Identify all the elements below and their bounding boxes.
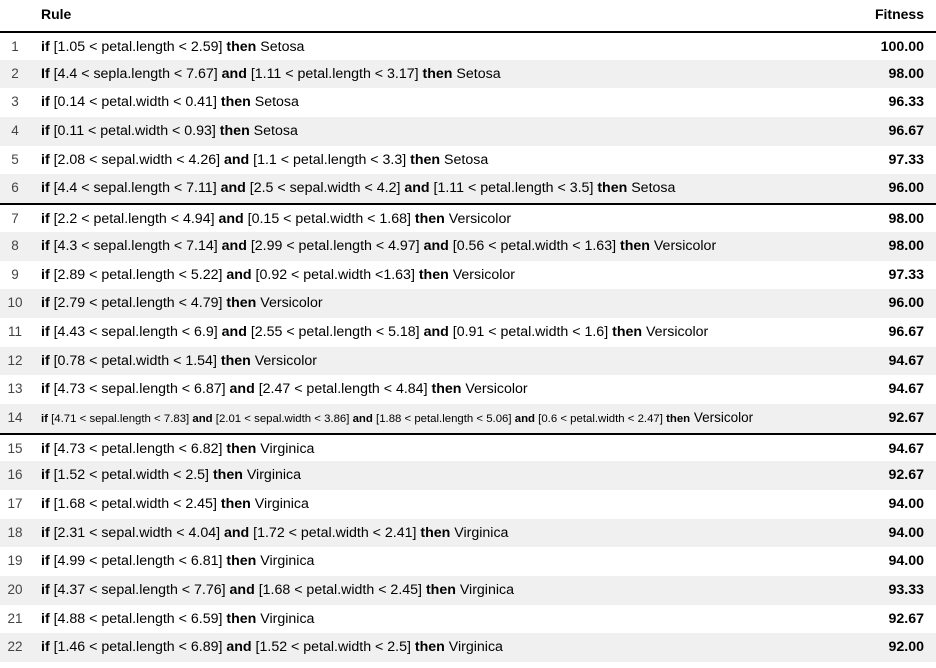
row-number: 5 — [11, 151, 19, 167]
table-row — [0, 174, 936, 203]
fitness-value: 94.00 — [888, 496, 924, 512]
rule-keyword: then — [220, 94, 251, 111]
fitness-value: 94.67 — [888, 381, 924, 398]
table-row — [0, 232, 936, 261]
rule-keyword: if — [41, 381, 50, 398]
rule-condition: Versicolor — [444, 211, 512, 228]
row-number: 13 — [7, 381, 23, 397]
rule-condition: [0.91 < petal.width < 1.6] — [448, 323, 613, 340]
row-number: 3 — [11, 94, 19, 110]
rule-condition: [0.92 < petal.width <1.63] — [251, 266, 419, 283]
rule-condition: Virginica — [250, 496, 309, 512]
rule-keyword: if — [41, 610, 50, 627]
rule-keyword: then — [220, 352, 251, 369]
row-number: 4 — [11, 123, 19, 139]
rule-condition: [2.99 < petal.length < 4.97] — [246, 237, 424, 254]
table-row — [0, 146, 936, 175]
rule-keyword: and — [226, 639, 252, 656]
row-number: 9 — [11, 266, 19, 282]
rule-condition: [4.3 < sepal.length < 7.14] — [49, 237, 222, 254]
fitness-value: 97.33 — [888, 151, 924, 168]
rule-text — [41, 519, 508, 548]
rule-keyword: and — [229, 381, 255, 398]
rule-text — [41, 232, 716, 261]
rule-keyword: if — [41, 440, 50, 457]
rule-condition: [1.68 < petal.width < 2.45] — [49, 496, 221, 512]
rule-condition: [0.15 < petal.width < 1.68] — [243, 211, 415, 228]
rule-keyword: then — [414, 211, 445, 228]
fitness-value: 96.33 — [888, 94, 924, 111]
rule-keyword: If — [41, 65, 50, 82]
rule-keyword: if — [41, 582, 50, 599]
table-row — [0, 261, 936, 290]
row-number: 17 — [7, 496, 23, 511]
fitness-column-header: Fitness — [874, 6, 924, 22]
rule-condition: [1.1 < petal.length < 3.3] — [249, 151, 411, 168]
row-number: 18 — [7, 524, 23, 540]
rule-condition: Virginica — [444, 639, 503, 656]
rule-keyword: and — [423, 323, 449, 340]
rule-condition: Versicolor — [250, 352, 318, 369]
rule-condition: [2.5 < sepal.width < 4.2] — [245, 180, 405, 197]
rule-condition: [1.46 < petal.length < 6.89] — [49, 639, 227, 656]
rule-keyword: then — [226, 553, 257, 570]
table-row — [0, 576, 936, 605]
rule-text — [41, 318, 708, 347]
rule-keyword: if — [41, 295, 50, 312]
rule-condition: [2.89 < petal.length < 5.22] — [49, 266, 227, 283]
rule-condition: [4.43 < sepal.length < 6.9] — [49, 323, 222, 340]
table-row — [0, 375, 936, 404]
fitness-value: 92.00 — [888, 639, 924, 656]
rule-keyword: if — [41, 352, 50, 369]
rule-condition: Setosa — [250, 94, 299, 111]
rule-keyword: and — [226, 266, 252, 283]
row-number: 7 — [11, 211, 19, 227]
fitness-value: 100.00 — [880, 39, 924, 55]
rule-condition: [0.14 < petal.width < 0.41] — [49, 94, 221, 111]
rule-keyword: then — [425, 582, 456, 599]
rule-keyword: then — [414, 639, 445, 656]
rule-condition: [0.6 < petal.width < 2.47] — [535, 412, 667, 425]
table-row — [0, 490, 936, 519]
row-number: 12 — [7, 352, 23, 368]
rule-keyword: and — [221, 65, 247, 82]
rule-condition: Versicolor — [256, 295, 323, 312]
table-row — [0, 461, 936, 490]
rule-text — [41, 461, 301, 490]
rule-keyword: then — [226, 610, 257, 627]
rule-keyword: and — [220, 180, 246, 197]
rule-condition: Versicolor — [461, 381, 528, 398]
rule-text — [41, 33, 304, 62]
fitness-value: 94.67 — [888, 352, 924, 369]
rule-text — [41, 146, 488, 175]
rule-keyword: and — [223, 524, 250, 541]
rule-column-header: Rule — [41, 6, 72, 22]
rule-text — [41, 576, 514, 605]
row-number: 6 — [11, 180, 19, 196]
rule-keyword: then — [418, 266, 449, 283]
rule-condition: Setosa — [249, 123, 298, 140]
rule-condition: [2.79 < petal.length < 4.79] — [49, 295, 227, 312]
rule-keyword: and — [514, 412, 535, 425]
rule-condition: [4.37 < sepal.length < 7.76] — [49, 582, 230, 599]
table-row — [0, 117, 936, 146]
fitness-value: 92.67 — [888, 467, 924, 484]
rule-condition: Setosa — [440, 151, 489, 168]
table-row — [0, 203, 936, 232]
rule-condition: [4.71 < sepal.length < 7.83] — [47, 412, 193, 425]
rule-condition: [0.11 < petal.width < 0.93] — [49, 123, 220, 140]
row-number: 8 — [11, 237, 19, 253]
rule-text — [41, 547, 314, 576]
rule-keyword: if — [41, 496, 50, 512]
table-row — [0, 347, 936, 376]
rule-keyword: and — [223, 151, 250, 168]
table-row — [0, 318, 936, 347]
rule-text — [41, 60, 501, 89]
row-number: 19 — [7, 553, 23, 569]
rule-condition: Setosa — [627, 180, 676, 197]
rule-condition: [1.11 < petal.length < 3.5] — [429, 180, 598, 197]
rule-keyword: then — [410, 151, 441, 168]
rule-keyword: if — [41, 237, 50, 254]
rule-condition: Setosa — [452, 65, 501, 82]
fitness-value: 92.67 — [888, 610, 924, 627]
rule-text — [41, 289, 323, 318]
fitness-value: 98.00 — [888, 65, 924, 82]
rule-keyword: if — [41, 323, 50, 340]
rule-keyword: then — [219, 123, 250, 140]
rule-condition: [2.08 < sepal.width < 4.26] — [49, 151, 224, 168]
rule-condition: Virginica — [455, 582, 514, 599]
rule-condition: [4.4 < sepla.length < 7.67] — [49, 65, 222, 82]
row-number: 20 — [7, 582, 23, 598]
rule-text — [41, 490, 309, 519]
rule-condition: [4.4 < sepal.length < 7.11] — [49, 180, 221, 197]
table-row — [0, 519, 936, 548]
rule-text — [41, 117, 298, 146]
rule-condition: [4.88 < petal.length < 6.59] — [49, 610, 227, 627]
row-number: 16 — [7, 467, 23, 483]
rule-condition: [4.99 < petal.length < 6.81] — [49, 553, 227, 570]
rule-keyword: and — [192, 412, 213, 425]
table-row — [0, 88, 936, 117]
rule-keyword: then — [619, 237, 650, 254]
rule-keyword: and — [229, 582, 255, 599]
table-row — [0, 404, 936, 433]
rule-condition: Setosa — [256, 39, 305, 55]
fitness-value: 93.33 — [888, 582, 924, 599]
rule-keyword: if — [41, 151, 50, 168]
rule-keyword: then — [422, 65, 453, 82]
rule-keyword: and — [218, 211, 244, 228]
rule-condition: [1.52 < petal.width < 2.5] — [251, 639, 415, 656]
rule-text — [41, 261, 515, 290]
rule-text — [41, 633, 503, 662]
table-row — [0, 433, 936, 462]
rule-keyword: then — [226, 295, 257, 312]
rule-condition: [1.68 < petal.width < 2.45] — [254, 582, 426, 599]
rule-condition: Virginica — [256, 610, 315, 627]
rule-keyword: then — [431, 381, 462, 398]
fitness-value: 96.67 — [888, 323, 924, 340]
rule-condition: [0.78 < petal.width < 1.54] — [49, 352, 221, 369]
rule-text — [41, 174, 675, 203]
fitness-value: 96.00 — [888, 295, 924, 312]
rule-text — [41, 347, 317, 376]
rule-text — [41, 435, 314, 464]
row-number: 10 — [7, 295, 23, 311]
rule-condition: Virginica — [256, 553, 315, 570]
row-number: 11 — [7, 323, 22, 339]
rule-condition: [1.05 < petal.length < 2.59] — [49, 39, 227, 55]
row-number: 15 — [7, 440, 23, 456]
rule-condition: [1.11 < petal.length < 3.17] — [246, 65, 423, 82]
rule-condition: Versicolor — [642, 323, 709, 340]
rule-keyword: and — [404, 180, 430, 197]
rule-keyword: and — [352, 412, 373, 425]
rule-condition: [2.01 < sepal.width < 3.86] — [212, 412, 353, 425]
row-number: 2 — [11, 65, 19, 81]
table-body — [0, 31, 936, 662]
rule-keyword: then — [212, 467, 243, 484]
rule-keyword: then — [597, 180, 628, 197]
row-number: 21 — [7, 610, 23, 626]
rule-keyword: then — [612, 323, 643, 340]
rule-condition: Versicolor — [448, 266, 516, 283]
table-row — [0, 60, 936, 89]
rule-condition: [0.56 < petal.width < 1.63] — [448, 237, 620, 254]
row-number: 1 — [11, 39, 19, 54]
fitness-value: 98.00 — [888, 211, 924, 228]
rule-condition: [1.72 < petal.width < 2.41] — [249, 524, 421, 541]
fitness-value: 96.67 — [888, 123, 924, 140]
rule-condition: Virginica — [256, 440, 315, 457]
rule-text — [41, 404, 753, 434]
rule-keyword: if — [41, 412, 48, 425]
table-row — [0, 31, 936, 60]
rule-condition: Virginica — [450, 524, 509, 541]
table-row — [0, 289, 936, 318]
table-header — [0, 0, 936, 31]
rule-condition: [4.73 < petal.length < 6.82] — [49, 440, 227, 457]
rule-condition: [4.73 < sepal.length < 6.87] — [49, 381, 230, 398]
row-number: 22 — [7, 639, 23, 655]
rule-keyword: if — [41, 94, 50, 111]
fitness-value: 94.00 — [888, 553, 924, 570]
rule-text — [41, 205, 511, 234]
rule-keyword: if — [41, 467, 50, 484]
rule-condition: [2.47 < petal.length < 4.84] — [254, 381, 432, 398]
rule-keyword: if — [41, 180, 50, 197]
fitness-value: 96.00 — [888, 180, 924, 197]
rule-keyword: and — [221, 237, 247, 254]
rule-condition: [1.88 < petal.length < 5.06] — [372, 412, 515, 425]
rule-text — [41, 605, 314, 634]
row-number: 14 — [7, 409, 23, 425]
rule-condition: Versicolor — [649, 237, 717, 254]
rule-condition: [2.55 < petal.length < 5.18] — [246, 323, 424, 340]
rule-keyword: if — [41, 39, 50, 55]
rule-keyword: if — [41, 524, 50, 541]
fitness-value: 92.67 — [888, 409, 924, 426]
rule-condition: Virginica — [242, 467, 301, 484]
rule-keyword: and — [221, 323, 247, 340]
rule-keyword: if — [41, 211, 50, 228]
rule-condition: [2.31 < sepal.width < 4.04] — [49, 524, 224, 541]
fitness-value: 97.33 — [888, 266, 924, 283]
rule-keyword: if — [41, 553, 50, 570]
table-row — [0, 547, 936, 576]
rule-keyword: then — [420, 524, 451, 541]
fitness-value: 94.67 — [888, 440, 924, 457]
rule-keyword: then — [220, 496, 251, 512]
rule-text — [41, 88, 299, 117]
table-row — [0, 633, 936, 662]
rule-keyword: and — [423, 237, 449, 254]
rule-keyword: then — [226, 440, 257, 457]
rule-keyword: then — [226, 39, 257, 55]
rule-keyword: then — [666, 412, 691, 425]
rule-condition: [2.2 < petal.length < 4.94] — [49, 211, 219, 228]
rule-keyword: if — [41, 266, 50, 283]
table-row — [0, 605, 936, 634]
fitness-value: 98.00 — [888, 237, 924, 254]
rule-condition: [1.52 < petal.width < 2.5] — [49, 467, 213, 484]
rule-keyword: if — [41, 123, 50, 140]
fitness-value: 94.00 — [888, 524, 924, 541]
rule-keyword: if — [41, 639, 50, 656]
rule-condition: Versicolor — [690, 409, 754, 425]
rule-text — [41, 375, 528, 404]
